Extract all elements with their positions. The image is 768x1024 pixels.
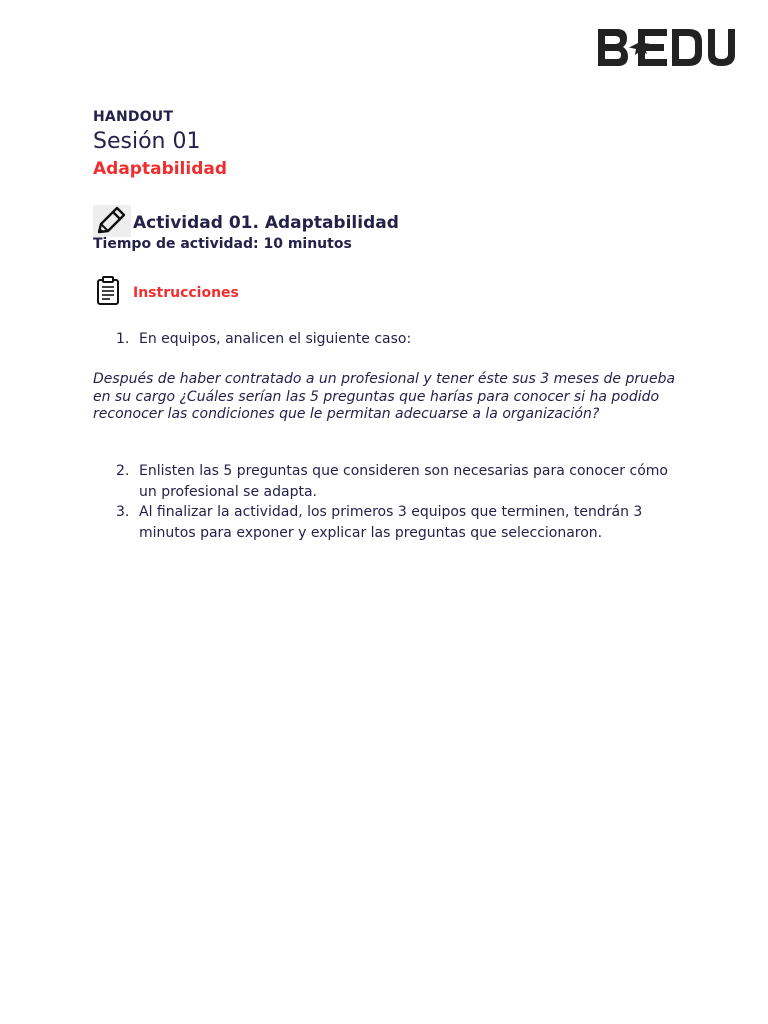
- handout-label: HANDOUT: [93, 109, 174, 125]
- list-item-text: Enlisten las 5 preguntas que consideren son necesarias para conocer cómo un profesional se adapta.: [139, 463, 668, 500]
- clipboard-icon: [96, 276, 124, 306]
- bedu-logo: [598, 29, 738, 67]
- list-item-text: Al finalizar la actividad, los primeros 3 equipos que terminen, tendrán 3 minutos para exponer y explicar las preguntas que seleccionaron.: [139, 504, 643, 541]
- list-item-text: En equipos, analicen el siguiente caso:: [139, 331, 412, 347]
- session-topic: Adaptabilidad: [93, 159, 228, 179]
- list-item-number: 2.: [116, 463, 130, 479]
- pencil-icon: [93, 205, 131, 237]
- list-item-number: 1.: [116, 331, 130, 347]
- session-title: Sesión 01: [93, 129, 201, 154]
- instructions-label: Instrucciones: [133, 285, 239, 301]
- list-item-number: 3.: [116, 504, 130, 520]
- activity-time: Tiempo de actividad: 10 minutos: [93, 236, 352, 252]
- case-text: Después de haber contratado a un profesional y tener éste sus 3 meses de prueba en su cargo ¿Cuáles serían las 5 preguntas que harías para conocer si ha podido reconocer las condiciones que le permitan adecuarse a la organización?: [93, 371, 676, 423]
- activity-title: Actividad 01. Adaptabilidad: [133, 213, 399, 233]
